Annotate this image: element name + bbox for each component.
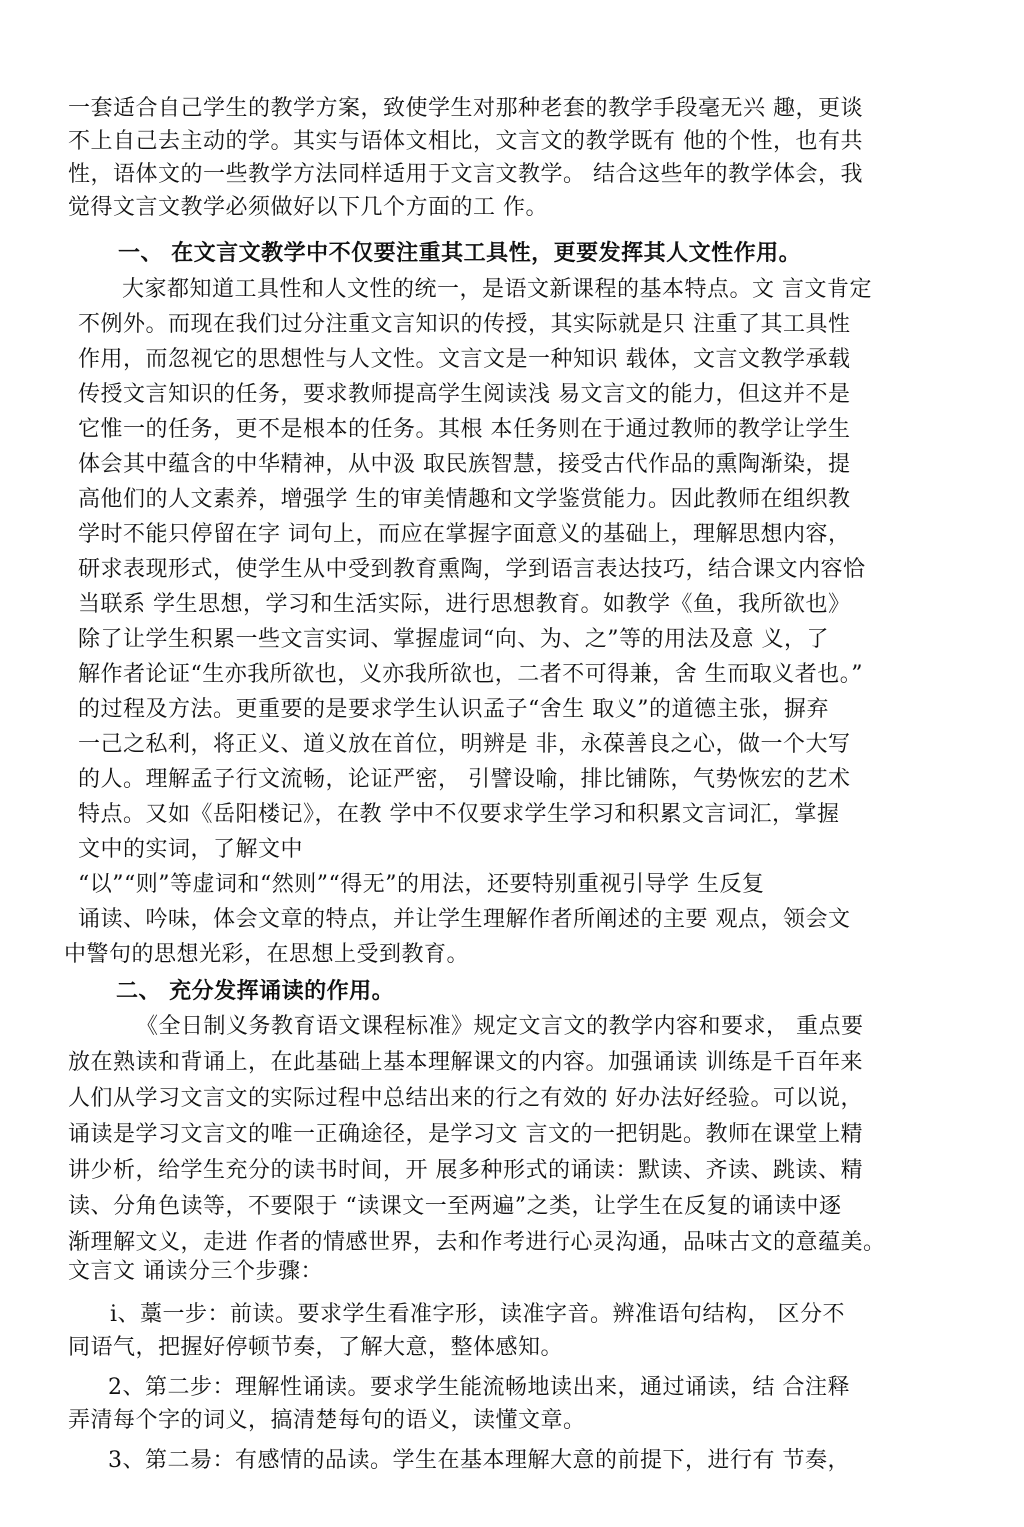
section1-line: “以”“则”等虚词和“然则”“得无”的用法，还要特别重视引导学 生反复: [78, 872, 765, 897]
section1-heading: 一、 在文言文教学中不仅要注重其工具性，更要发挥其人文性作用。: [118, 240, 802, 266]
section2-line: 文言文 诵读分三个步骤：: [68, 1259, 323, 1284]
section2-line: 诵读是学习文言文的唯一正确途径，是学习文 言文的一把钥匙。教师在课堂上精: [68, 1122, 863, 1147]
section2-line: 讲少析，给学生充分的读书时间，开 展多种形式的诵读：默读、齐读、跳读、精: [68, 1158, 863, 1183]
section1-line: 特点。又如《岳阳楼记》，在教 学中不仅要求学生学习和积累文言词汇，掌握: [78, 802, 840, 827]
section1-line: 一己之私利，将正义、道义放在首位，明辨是 非，永葆善良之心，做一个大写: [78, 732, 851, 757]
section1-line: 诵读、吟味，体会文章的特点，并让学生理解作者所阐述的主要 观点，领会文: [78, 907, 851, 932]
section1-line: 的过程及方法。更重要的是要求学生认识孟子“舍生 取义”的道德主张，摒弃: [78, 697, 829, 722]
step-line: 同语气，把握好停顿节奏，了解大意，整体感知。: [68, 1335, 564, 1360]
section1-line: 解作者论证“生亦我所欲也，义亦我所欲也，二者不可得兼，舍 生而取义者也。”: [78, 662, 863, 687]
section1-line: 除了让学生积累一些文言实词、掌握虚词“向、为、之”等的用法及意 义，了: [78, 627, 829, 652]
section1-line: 文中的实词，了解文中: [78, 837, 304, 862]
section2-line: 读、分角色读等，不要限于 “读课文一至两遍”之类，让学生在反复的诵读中逐: [68, 1194, 842, 1219]
section2-line: 放在熟读和背诵上，在此基础上基本理解课文的内容。加强诵读 训练是千百年来: [68, 1050, 863, 1075]
intro-line: 不上自己去主动的学。其实与语体文相比，文言文的教学既有 他的个性，也有共: [68, 129, 863, 154]
section2-line: 渐理解文义，走进 作者的情感世界，去和作考进行心灵沟通，品味古文的意蕴美。: [68, 1230, 886, 1255]
section1-line: 传授文言知识的任务，要求教师提高学生阅读浅 易文言文的能力，但这并不是: [78, 382, 851, 407]
section1-line: 作用，而忽视它的思想性与人文性。文言文是一种知识 载体，文言文教学承载: [78, 347, 851, 372]
section2-line: 人们从学习文言文的实际过程中总结出来的行之有效的 好办法好经验。可以说，: [68, 1086, 863, 1111]
section1-line: 不例外。而现在我们过分注重文言知识的传授，其实际就是只 注重了其工具性: [78, 312, 851, 337]
section1-line: 大家都知道工具性和人文性的统一，是语文新课程的基本特点。文 言文肯定: [122, 277, 872, 302]
intro-line: 性，语体文的一些教学方法同样适用于文言文教学。 结合这些年的教学体会，我: [68, 162, 863, 187]
step-line: 2、第二步：理解性诵读。要求学生能流畅地读出来，通过诵读，结 合注释: [108, 1375, 850, 1400]
section1-line: 学时不能只停留在字 词句上，而应在掌握字面意义的基础上，理解思想内容，: [78, 522, 851, 547]
section1-line: 它惟一的任务，更不是根本的任务。其根 本任务则在于通过教师的教学让学生: [78, 417, 851, 442]
intro-line: 觉得文言文教学必须做好以下几个方面的工 作。: [68, 195, 548, 220]
section2-heading: 二、 充分发挥诵读的作用。: [116, 978, 395, 1004]
step-line: i、藁一步：前读。要求学生看准字形，读准字音。辨准语句结构， 区分不: [110, 1302, 846, 1327]
intro-line: 一套适合自己学生的教学方案，致使学生对那种老套的教学手段毫无兴 趣，更谈: [68, 96, 863, 121]
step-line: 3、第二昜：有感情的品读。学生在基本理解大意的前提下，进行有 节奏，: [108, 1448, 850, 1473]
section2-line: 《全日制义务教育语文课程标准》规定文言文的教学内容和要求， 重点要: [136, 1014, 864, 1039]
section1-line: 当联系 学生思想，学习和生活实际，进行思想教育。如教学《鱼，我所欲也》: [78, 592, 851, 617]
section1-line: 体会其中蕴含的中华精神，从中汲 取民族智慧，接受古代作品的熏陶渐染，提: [78, 452, 851, 477]
section1-line: 研求表现形式，使学生从中受到教育熏陶，学到语言表达技巧，结合课文内容恰: [78, 557, 866, 582]
section1-line: 中警句的思想光彩，在思想上受到教育。: [64, 942, 470, 967]
section1-line: 高他们的人文素养，增强学 生的审美情趣和文学鉴赏能力。因此教师在组织教: [78, 487, 851, 512]
section1-line: 的人。理解孟子行文流畅，论证严密， 引譬设喻，排比铺陈，气势恢宏的艺术: [78, 767, 851, 792]
step-line: 弄清每个字的词义，搞清楚每句的语义，读懂文章。: [68, 1408, 586, 1433]
